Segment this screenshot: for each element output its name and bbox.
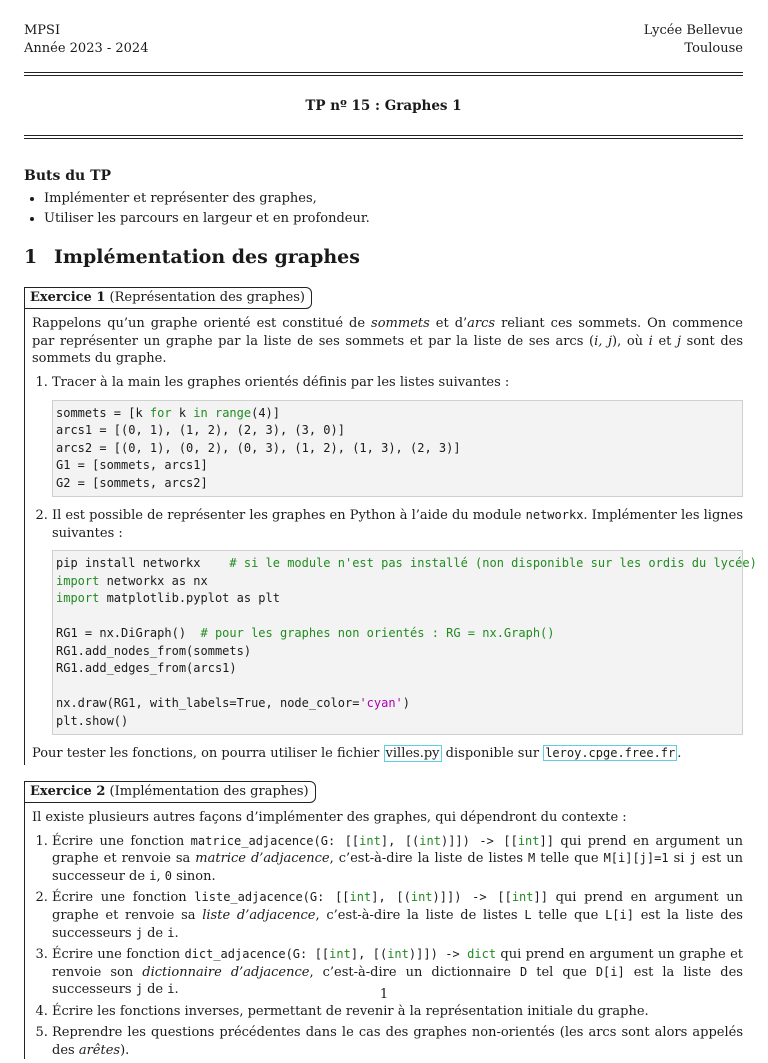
- section-title: Implémentation des graphes: [54, 246, 360, 269]
- title-rule-bottom: [24, 135, 743, 136]
- goals-heading: Buts du TP: [24, 168, 112, 185]
- title-rule-top-2: [24, 75, 743, 76]
- code-keyword: for: [149, 405, 172, 420]
- title-rule-top: [24, 72, 743, 73]
- section-heading: [24, 245, 743, 271]
- exercise-1-question-2: 2. Il est possible de représenter les graphes en Python à l’aide du module networkx. Implémenter les lignes suivantes : pip install networkx # si le module n'est pas installé (non disponible sur les ordis du lycée) import networkx as nx import matplotlib.pyplot as plt RG1 = nx.DiGraph() # pour les graphes non orientés : RG = nx.Graph() RG1.add_nodes_from(sommets) RG1.add_edges_from(arcs1) nx.draw(RG1, with_labels=True, node_color='cyan') plt.show(): [52, 507, 743, 735]
- exercise-2-question-4: 4. Écrire les fonctions inverses, permettant de revenir à la représentation initiale du graphe.: [52, 1003, 743, 1021]
- exercise-1-outro: Pour tester les fonctions, on pourra utiliser le fichier villes.py disponible sur leroy.cpge.free.fr .: [32, 746, 682, 762]
- exercise-2-question-2: 2. Écrire une fonction liste_adjacence(G: [[int], [(int)]]) -> [[int]] qui prend en argument un graphe et renvoie sa liste d’adjacence, c’est-à-dire la liste de listes L telle que L[i] est la liste des successeurs j de i.: [52, 889, 743, 942]
- exercise-2-question-5: 5. Reprendre les questions précédentes dans le cas des graphes non-orientés (les arcs sont alors appelés des arêtes).: [52, 1024, 743, 1059]
- code-line: G2 = [sommets, arcs2]: [56, 475, 208, 490]
- code-line: sommets = [k for k in range(4)]: [56, 405, 281, 420]
- exercise-2-subtitle: (Implémentation des graphes): [109, 783, 309, 799]
- code-keyword: in: [193, 405, 208, 420]
- header-right: [644, 22, 743, 58]
- website-link[interactable]: leroy.cpge.free.fr: [545, 746, 676, 761]
- code-comment: # pour les graphes non orientés : RG = nx.Graph(): [200, 626, 555, 641]
- page-header: [24, 22, 743, 58]
- code-block-2: [52, 550, 757, 735]
- exercise-2-question-1: 1. Écrire une fonction matrice_adjacence(G: [[int], [(int)]]) -> [[int]] qui prend en argument un graphe et renvoie sa matrice d’adjacence, c’est-à-dire la liste de listes M telle que M[i][j]=1 si j est un successeur de i, 0 sinon.: [52, 833, 743, 886]
- code-block-1: [52, 400, 743, 498]
- goals-list: [24, 190, 743, 227]
- code-line: arcs1 = [(0, 1), (1, 2), (2, 3), (3, 0)]: [56, 423, 345, 438]
- header-left: [24, 22, 148, 58]
- exercise-2-questions: [32, 833, 743, 1060]
- exercise-2-label: Exercice 2: [30, 783, 106, 799]
- header-school: Lycée Bellevue: [643, 23, 743, 38]
- code-line: [56, 608, 742, 626]
- code-line: G1 = [sommets, arcs1]: [56, 458, 208, 473]
- exercise-1-body: [24, 309, 757, 764]
- code-comment: # si le module n'est pas installé (non disponible sur les ordis du lycée): [229, 556, 757, 571]
- document-title: TP nº 15 : Graphes 1: [305, 98, 462, 114]
- code-line: pip install networkx # si le module n'est pas installé (non disponible sur les ordis du lycée): [56, 556, 757, 571]
- exercise-2-question-3: 3. Écrire une fonction dict_adjacence(G: [[int], [(int)]]) -> dict qui prend en argument un graphe et renvoie son dictionnaire d’adjacence, c’est-à-dire un dictionnaire D tel que D[i] est la liste des successeurs j de i.: [52, 946, 743, 999]
- code-line: arcs2 = [(0, 1), (0, 2), (0, 3), (1, 2), (1, 3), (2, 3)]: [56, 440, 461, 455]
- section-number: 1: [24, 246, 38, 269]
- header-city: Toulouse: [684, 41, 743, 56]
- exercise-2-body: [24, 803, 743, 1059]
- villes-file-link[interactable]: villes.py: [385, 746, 440, 762]
- exercise-2-intro: Il existe plusieurs autres façons d’implémenter des graphes, qui dépendront du contexte :: [32, 810, 627, 826]
- code-line: nx.draw(RG1, with_labels=True, node_color='cyan'): [56, 696, 411, 711]
- code-keyword: range: [214, 405, 252, 420]
- code-line: RG1.add_nodes_from(sommets): [56, 643, 252, 658]
- code-line: plt.show(): [56, 713, 129, 728]
- exercise-2-title-box: [24, 781, 316, 804]
- code-line: [56, 678, 742, 696]
- goal-item: • Implémenter et représenter des graphes,: [44, 190, 743, 208]
- goal-item: • Utiliser les parcours en largeur et en profondeur.: [44, 210, 743, 228]
- exercise-1-questions: [32, 374, 757, 735]
- exercise-1-intro: Rappelons qu’un graphe orienté est constitué de sommets et d’arcs reliant ces sommets. On commence par représenter un graphe par la liste de ses sommets et par la liste de ses arcs (i, j), où i et j sont des sommets du graphe.: [32, 316, 744, 367]
- exercise-1-subtitle: (Représentation des graphes): [109, 289, 305, 305]
- page-number: 1: [379, 987, 389, 1002]
- code-line: RG1 = nx.DiGraph() # pour les graphes non orientés : RG = nx.Graph(): [56, 626, 555, 641]
- exercise-1-title-box: [24, 287, 312, 310]
- exercise-1-question-1: 1. Tracer à la main les graphes orientés définis par les listes suivantes : sommets = [k for k in range(4)] arcs1 = [(0, 1), (1, 2), (2, 3), (3, 0)] arcs2 = [(0, 1), (0, 2), (0, 3), (1, 2), (1, 3), (2, 3)] G1 = [sommets, arcs1] G2 = [sommets, arcs2]: [52, 374, 743, 497]
- page: [24, 22, 757, 1063]
- exercise-1-label: Exercice 1: [30, 289, 106, 305]
- code-line: import matplotlib.pyplot as plt: [56, 591, 280, 606]
- code-string: 'cyan': [359, 696, 403, 711]
- code-line: RG1.add_edges_from(arcs1): [56, 661, 237, 676]
- header-class: MPSI: [24, 23, 61, 38]
- code-line: import networkx as nx: [56, 573, 208, 588]
- title-rule-bottom-2: [24, 138, 743, 139]
- header-year: Année 2023 - 2024: [24, 41, 149, 56]
